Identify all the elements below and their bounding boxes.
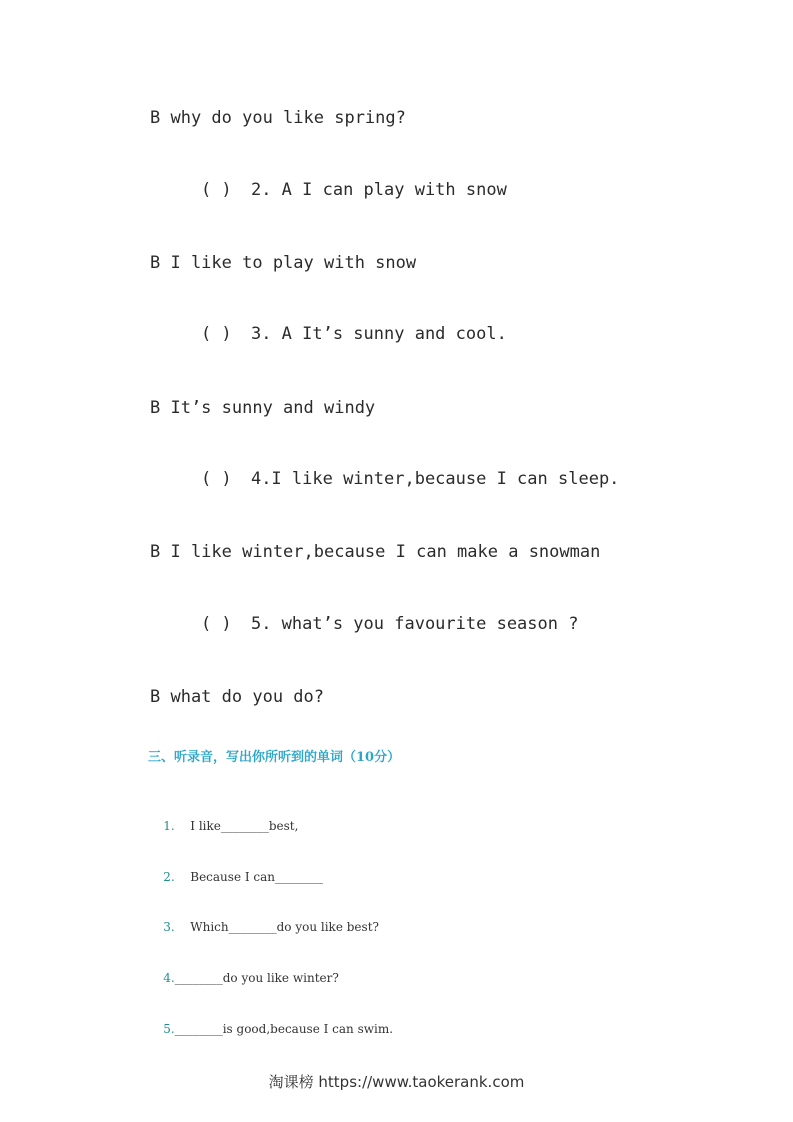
q4-option-b: B I like winter,because I can make a snowman — [150, 542, 601, 562]
fill-item-number: 1. — [163, 819, 175, 833]
q4-option-a: 4.I like winter,because I can sleep. — [250, 469, 620, 489]
fill-item-text: ________do you like winter? — [174, 971, 339, 985]
fill-item-number: 5. — [163, 1022, 175, 1036]
q4-answer-blank: ( ) — [200, 469, 232, 489]
q2-option-a: 2. A I can play with snow — [250, 180, 507, 200]
fill-item-5 — [148, 1005, 393, 1053]
fill-item-2 — [148, 853, 323, 901]
q4-row — [160, 449, 619, 509]
q5-answer-blank: ( ) — [200, 614, 232, 634]
fill-item-text: I like________best, — [190, 819, 299, 833]
q3-answer-blank: ( ) — [200, 324, 232, 344]
fill-item-text: Because I can________ — [190, 870, 324, 884]
q5-option-a: 5. what’s you favourite season ? — [250, 614, 579, 634]
fill-item-4 — [148, 954, 339, 1002]
q2-answer-blank: ( ) — [200, 180, 232, 200]
q3-option-b: B It’s sunny and windy — [150, 398, 376, 418]
section-3-title: 三、听录音，写出你所听到的单词（10分） — [148, 750, 401, 765]
q5-row — [160, 594, 578, 654]
fill-item-text: ________is good,because I can swim. — [174, 1022, 394, 1036]
q2-option-b: B I like to play with snow — [150, 253, 417, 273]
q3-option-a: 3. A It’s sunny and cool. — [250, 324, 507, 344]
q5-option-b: B what do you do? — [150, 687, 324, 707]
fill-item-text: Which________do you like best? — [190, 920, 379, 934]
fill-item-number: 3. — [163, 920, 175, 934]
q2-row — [160, 160, 507, 220]
fill-item-1 — [148, 802, 298, 850]
fill-item-3 — [148, 903, 379, 951]
fill-item-number: 2. — [163, 870, 175, 884]
fill-item-number: 4. — [163, 971, 175, 985]
q1-option-b: B why do you like spring? — [150, 108, 406, 128]
q3-row — [160, 304, 507, 364]
footer-watermark: 淘课榜 https://www.taokerank.com — [268, 1073, 525, 1091]
